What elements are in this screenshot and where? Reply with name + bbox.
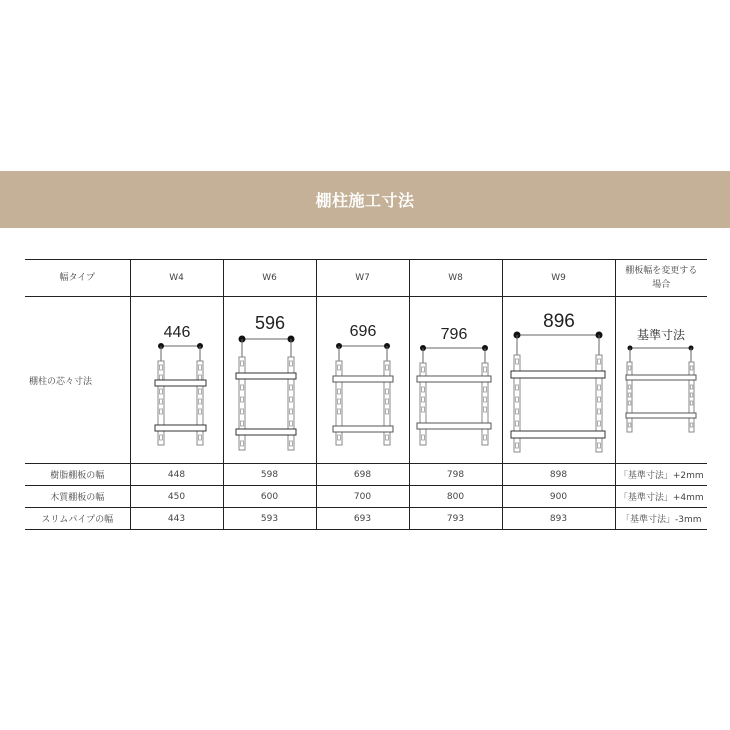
diagram-w9 — [502, 297, 615, 464]
header-w7: W7 — [316, 260, 409, 297]
diagram-reference — [615, 297, 707, 464]
cell-value: 798 — [409, 464, 502, 486]
diagram-w4 — [130, 297, 223, 464]
svg-text:基準寸法: 基準寸法 — [637, 328, 686, 342]
svg-text:596: 596 — [254, 313, 285, 333]
cell-value: 448 — [130, 464, 223, 486]
cell-value: 443 — [130, 508, 223, 530]
diagram-row — [25, 297, 707, 464]
table-row — [25, 486, 707, 508]
shelf-diagram-icon — [509, 305, 609, 455]
row-label: スリムパイプの幅 — [41, 515, 114, 525]
svg-text:796: 796 — [440, 326, 467, 343]
diagram-row-label: 棚柱の芯々寸法 — [29, 376, 93, 387]
cell-value: 450 — [130, 486, 223, 508]
header-w9: W9 — [502, 260, 615, 297]
section-title: 棚柱施工寸法 — [315, 191, 415, 210]
table-header-row — [25, 260, 707, 297]
shelf-diagram-icon — [230, 305, 310, 455]
cell-value: 700 — [316, 486, 409, 508]
cell-value: 693 — [316, 508, 409, 530]
table-row — [25, 464, 707, 486]
header-w6: W6 — [223, 260, 316, 297]
shelf-diagram-icon — [621, 305, 701, 455]
header-width-type: 幅タイプ — [59, 273, 96, 283]
diagram-w6 — [223, 297, 316, 464]
dimension-table — [25, 259, 707, 530]
cell-note: 「基準寸法」+4mm — [615, 486, 707, 508]
cell-value: 893 — [502, 508, 615, 530]
cell-value: 900 — [502, 486, 615, 508]
cell-note: 「基準寸法」-3mm — [615, 508, 707, 530]
cell-value: 898 — [502, 464, 615, 486]
table-row — [25, 508, 707, 530]
shelf-diagram-icon — [323, 305, 403, 455]
cell-value: 598 — [223, 464, 316, 486]
row-label: 木質棚板の幅 — [50, 493, 105, 503]
header-w8: W8 — [409, 260, 502, 297]
cell-value: 600 — [223, 486, 316, 508]
header-w4: W4 — [130, 260, 223, 297]
diagram-w8 — [409, 297, 502, 464]
header-change-width: 棚板幅を変更する場合 — [615, 260, 707, 297]
shelf-diagram-icon — [416, 305, 496, 455]
cell-note: 「基準寸法」+2mm — [615, 464, 707, 486]
svg-text:696: 696 — [349, 323, 376, 340]
cell-value: 793 — [409, 508, 502, 530]
section-banner — [0, 171, 730, 228]
cell-value: 593 — [223, 508, 316, 530]
diagram-w7 — [316, 297, 409, 464]
shelf-diagram-icon — [137, 305, 217, 455]
cell-value: 800 — [409, 486, 502, 508]
cell-value: 698 — [316, 464, 409, 486]
svg-text:896: 896 — [542, 311, 575, 332]
svg-text:446: 446 — [163, 324, 190, 341]
row-label: 樹脂棚板の幅 — [50, 471, 105, 481]
